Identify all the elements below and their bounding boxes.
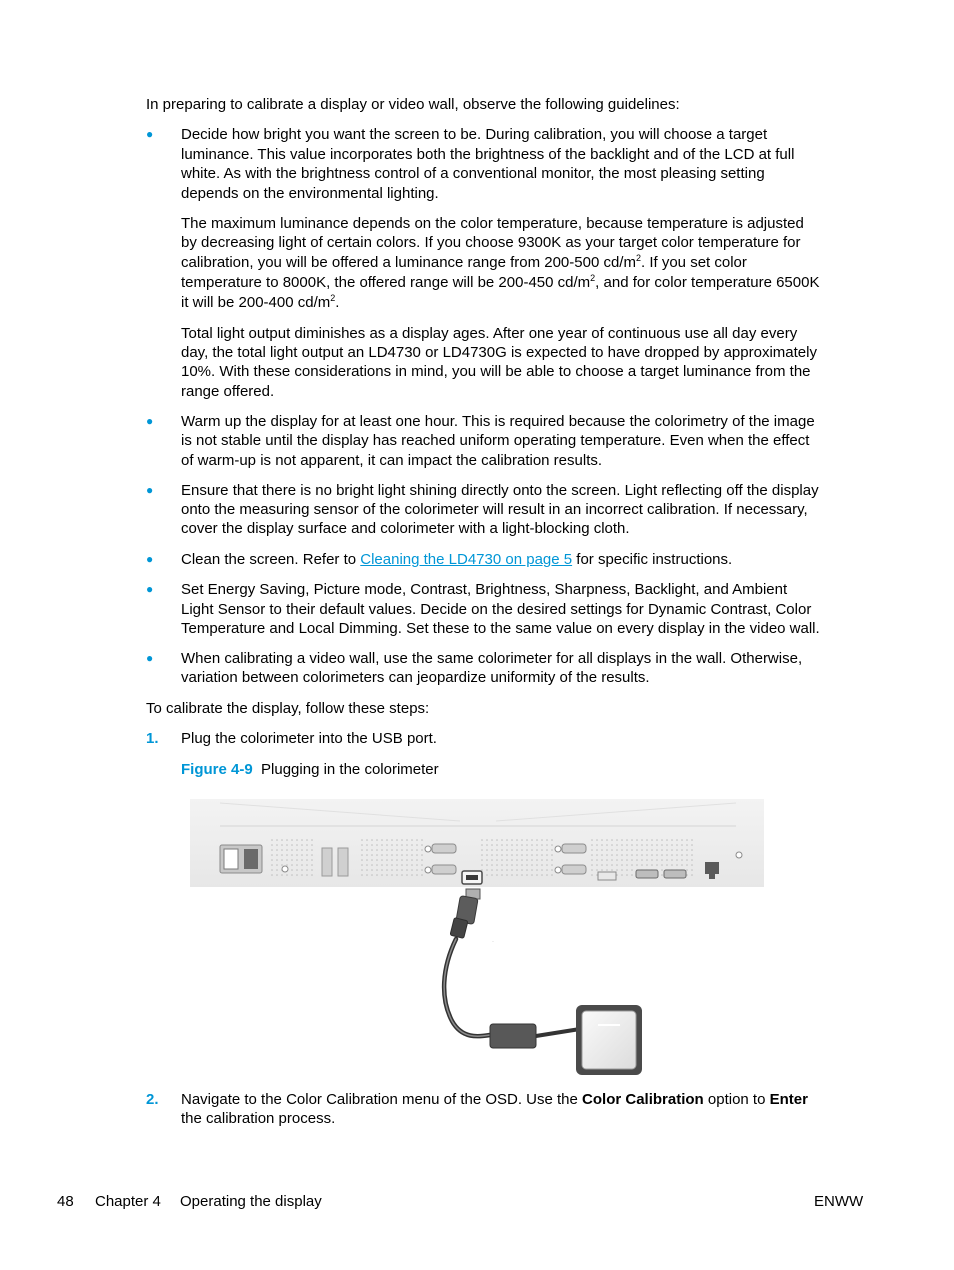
figure-caption: Figure 4-9 Plugging in the colorimeter — [181, 761, 439, 778]
bullet-icon: ● — [146, 552, 154, 566]
bullet-5-line: Set Energy Saving, Picture mode, Contrast, Brightness, Sharpness, Backlight, and Ambient — [181, 581, 788, 598]
step-2-line: the calibration process. — [181, 1110, 336, 1127]
luminance-para-line: by decreasing light of certain colors. If you choose 9300K as your target color temperature for — [181, 234, 801, 251]
bullet-1-line: luminance. This value incorporates both the brightness of the backlight and of the LCD at full — [181, 146, 795, 163]
bullet-2-line: Warm up the display for at least one hour. This is required because the colorimetry of the image — [181, 413, 815, 430]
bullet-icon: ● — [146, 651, 154, 665]
bullet-5-line: Light Sensor to their default values. Decide on the desired settings for Dynamic Contrast, Color — [181, 601, 812, 618]
bullet-2-line: is not stable until the display has reached uniform operating temperature. Even when the effect — [181, 432, 810, 449]
bullet-5-line: Temperature and Local Dimming. Set these to the same value on every display in the video wall. — [181, 620, 820, 637]
footer-chapter: Chapter 4 — [95, 1193, 161, 1210]
bullet-6-line: When calibrating a video wall, use the same colorimeter for all displays in the wall. Otherwise, — [181, 650, 803, 667]
usb-port-icon — [462, 871, 482, 884]
superscript: 2 — [635, 253, 641, 263]
page-number: 48 — [57, 1193, 74, 1210]
usb-connector-icon — [450, 889, 480, 938]
footer-title: Operating the display — [180, 1193, 322, 1210]
light-output-para-line: Total light output diminishes as a display ages. After one year of continuous use all day every — [181, 325, 798, 342]
step-2-line: Navigate to the Color Calibration menu of the OSD. Use the Color Calibration option to Enter — [181, 1091, 808, 1108]
bullet-3-line: onto the measuring sensor of the colorimeter will result in an incorrect calibration. If necessary, — [181, 501, 808, 518]
bullet-3-line: cover the display surface and colorimeter with a light-blocking cloth. — [181, 520, 630, 537]
cleaning-link[interactable]: Cleaning the LD4730 on page 5 — [360, 551, 573, 568]
bullet-4-line: Clean the screen. Refer to Cleaning the LD4730 on page 5 for specific instructions. — [181, 551, 733, 568]
luminance-para-line: calibration, you will be offered a luminance range from 200-500 $cd/m^2$. If you set color — [181, 253, 747, 271]
intro-text: In preparing to calibrate a display or video wall, observe the following guidelines: — [146, 96, 680, 113]
bullet-icon: ● — [146, 582, 154, 596]
step-2-number: 2. — [146, 1091, 159, 1108]
step-1-text: Plug the colorimeter into the USB port. — [181, 730, 437, 747]
bullet-icon: ● — [146, 483, 154, 497]
svg-text:·: · — [492, 939, 494, 945]
bullet-icon: ● — [146, 127, 154, 141]
colorimeter-icon — [576, 1005, 642, 1075]
bullet-icon: ● — [146, 414, 154, 428]
colorimeter-figure — [190, 793, 770, 1083]
superscript: 2 — [330, 293, 336, 303]
power-inlet-icon — [220, 845, 262, 873]
luminance-para-line: temperature to 8000K, the offered range will be 200-450 $cd/m^2$, and for color temperature 6500K — [181, 273, 820, 291]
light-output-para-line: range offered. — [181, 383, 275, 400]
bullet-3-line: Ensure that there is no bright light shining directly onto the screen. Light reflecting off the display — [181, 482, 819, 499]
light-output-para-line: 10%. With these considerations in mind, you will be able to choose a target luminance from the — [181, 363, 811, 380]
luminance-para-line: it will be 200-400 $cd/m^2$. — [181, 293, 340, 311]
bullet-1-line: Decide how bright you want the screen to be. During calibration, you will choose a target — [181, 126, 768, 143]
light-output-para-line: day, the total light output an LD4730 or LD4730G is expected to have dropped by approximately — [181, 344, 817, 361]
figure-label: Figure 4-9 — [181, 761, 253, 778]
step-1-number: 1. — [146, 730, 159, 747]
luminance-para-line: The maximum luminance depends on the color temperature, because temperature is adjusted — [181, 215, 804, 232]
bullet-2-line: of warm-up is not apparent, it can impact the calibration results. — [181, 452, 603, 469]
superscript: 2 — [590, 273, 596, 283]
bullet-1-line: depends on the environmental lighting. — [181, 185, 439, 202]
bullet-1-line: white. As with the brightness control of a conventional monitor, the most pleasing setting — [181, 165, 765, 182]
steps-intro: To calibrate the display, follow these steps: — [146, 700, 430, 717]
footer-enww: ENWW — [814, 1193, 864, 1210]
bullet-6-line: variation between colorimeters can jeopardize uniformity of the results. — [181, 669, 650, 686]
